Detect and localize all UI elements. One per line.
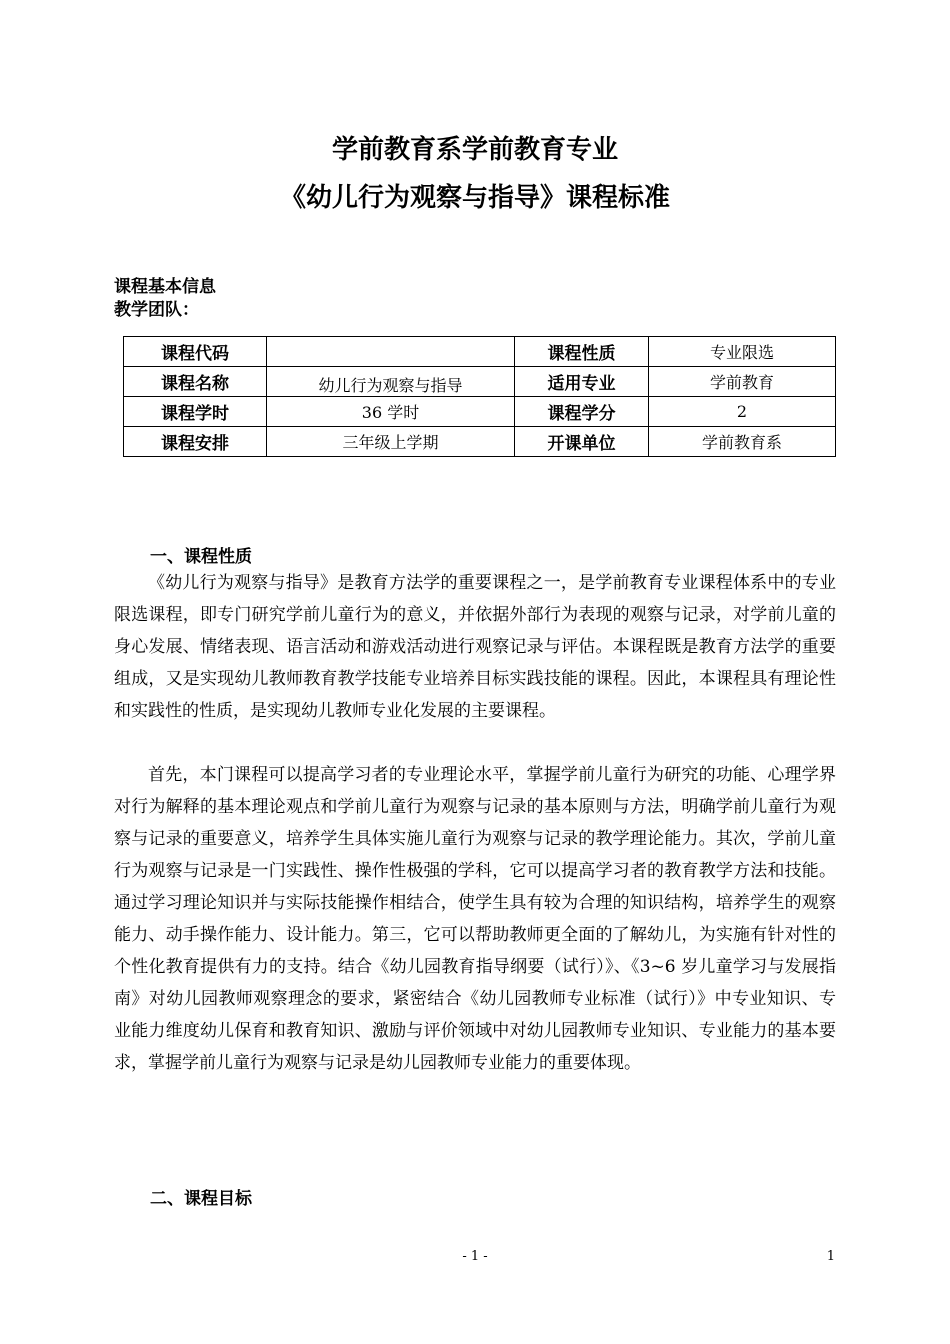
course-code-value	[267, 337, 515, 367]
course-info-table	[123, 336, 836, 457]
section-heading-course-nature: 一、课程性质	[150, 547, 252, 567]
course-nature-value: 专业限选	[649, 337, 836, 367]
table-row	[124, 337, 836, 367]
course-credits-value: 2	[649, 397, 836, 427]
course-nature-paragraph-1: 《幼儿行为观察与指导》是教育方法学的重要课程之一，是学前教育专业课程体系中的专业限选课程，即专门研究学前儿童行为的意义，并依据外部行为表现的观察与记录，对学前儿童的身心发展、情绪表现、语言活动和游戏活动进行观察记录与评估。本课程既是教育方法学的重要组成，又是实现幼儿教师教育教学技能专业培养目标实践技能的课程。因此，本课程具有理论性和实践性的性质，是实现幼儿教师专业化发展的主要课程。	[114, 573, 836, 721]
table-row	[124, 367, 836, 397]
course-nature-paragraph-2: 首先，本门课程可以提高学习者的专业理论水平，掌握学前儿童行为研究的功能、心理学界对行为解释的基本理论观点和学前儿童行为观察与记录的基本原则与方法，明确学前儿童行为观察与记录的重要意义，培养学生具体实施儿童行为观察与记录的教学理论能力。其次，学前儿童行为观察与记录是一门实践性、操作性极强的学科，它可以提高学习者的教育教学方法和技能。通过学习理论知识并与实际技能操作相结合，使学生具有较为合理的知识结构，培养学生的观察能力、动手操作能力、设计能力。第三，它可以帮助教师更全面的了解幼儿，为实施有针对性的个性化教育提供有力的支持。结合《幼儿园教育指导纲要（试行）》、《3~6 岁儿童学习与发展指南》对幼儿园教师观察理念的要求，紧密结合《幼儿园教师专业标准（试行）》中专业知识、专业能力维度幼儿保育和教育知识、激励与评价领域中对幼儿园教师专业知识、专业能力的基本要求，掌握学前儿童行为观察与记录是幼儿园教师专业能力的重要体现。	[114, 765, 836, 1073]
course-schedule-label: 课程安排	[124, 427, 267, 457]
major-label: 适用专业	[515, 367, 649, 397]
course-hours-label: 课程学时	[124, 397, 267, 427]
page-number-right: 1	[826, 1249, 835, 1264]
section-heading-course-goals: 二、课程目标	[150, 1189, 252, 1209]
teaching-team-label: 教学团队：	[114, 300, 199, 320]
document-title-line1: 学前教育系学前教育专业	[331, 135, 618, 165]
course-name-label: 课程名称	[124, 367, 267, 397]
course-code-label: 课程代码	[124, 337, 267, 367]
basic-info-heading: 课程基本信息	[114, 277, 216, 297]
course-name-value: 幼儿行为观察与指导	[267, 367, 515, 397]
course-credits-label: 课程学分	[515, 397, 649, 427]
department-label: 开课单位	[515, 427, 649, 457]
major-value: 学前教育	[649, 367, 836, 397]
table-row	[124, 397, 836, 427]
table-row	[124, 427, 836, 457]
page-number-center: - 1 -	[462, 1249, 488, 1264]
course-nature-label: 课程性质	[515, 337, 649, 367]
course-schedule-value: 三年级上学期	[267, 427, 515, 457]
course-hours-value: 36 学时	[267, 397, 515, 427]
document-title-line2: 《幼儿行为观察与指导》课程标准	[279, 183, 670, 213]
department-value: 学前教育系	[649, 427, 836, 457]
